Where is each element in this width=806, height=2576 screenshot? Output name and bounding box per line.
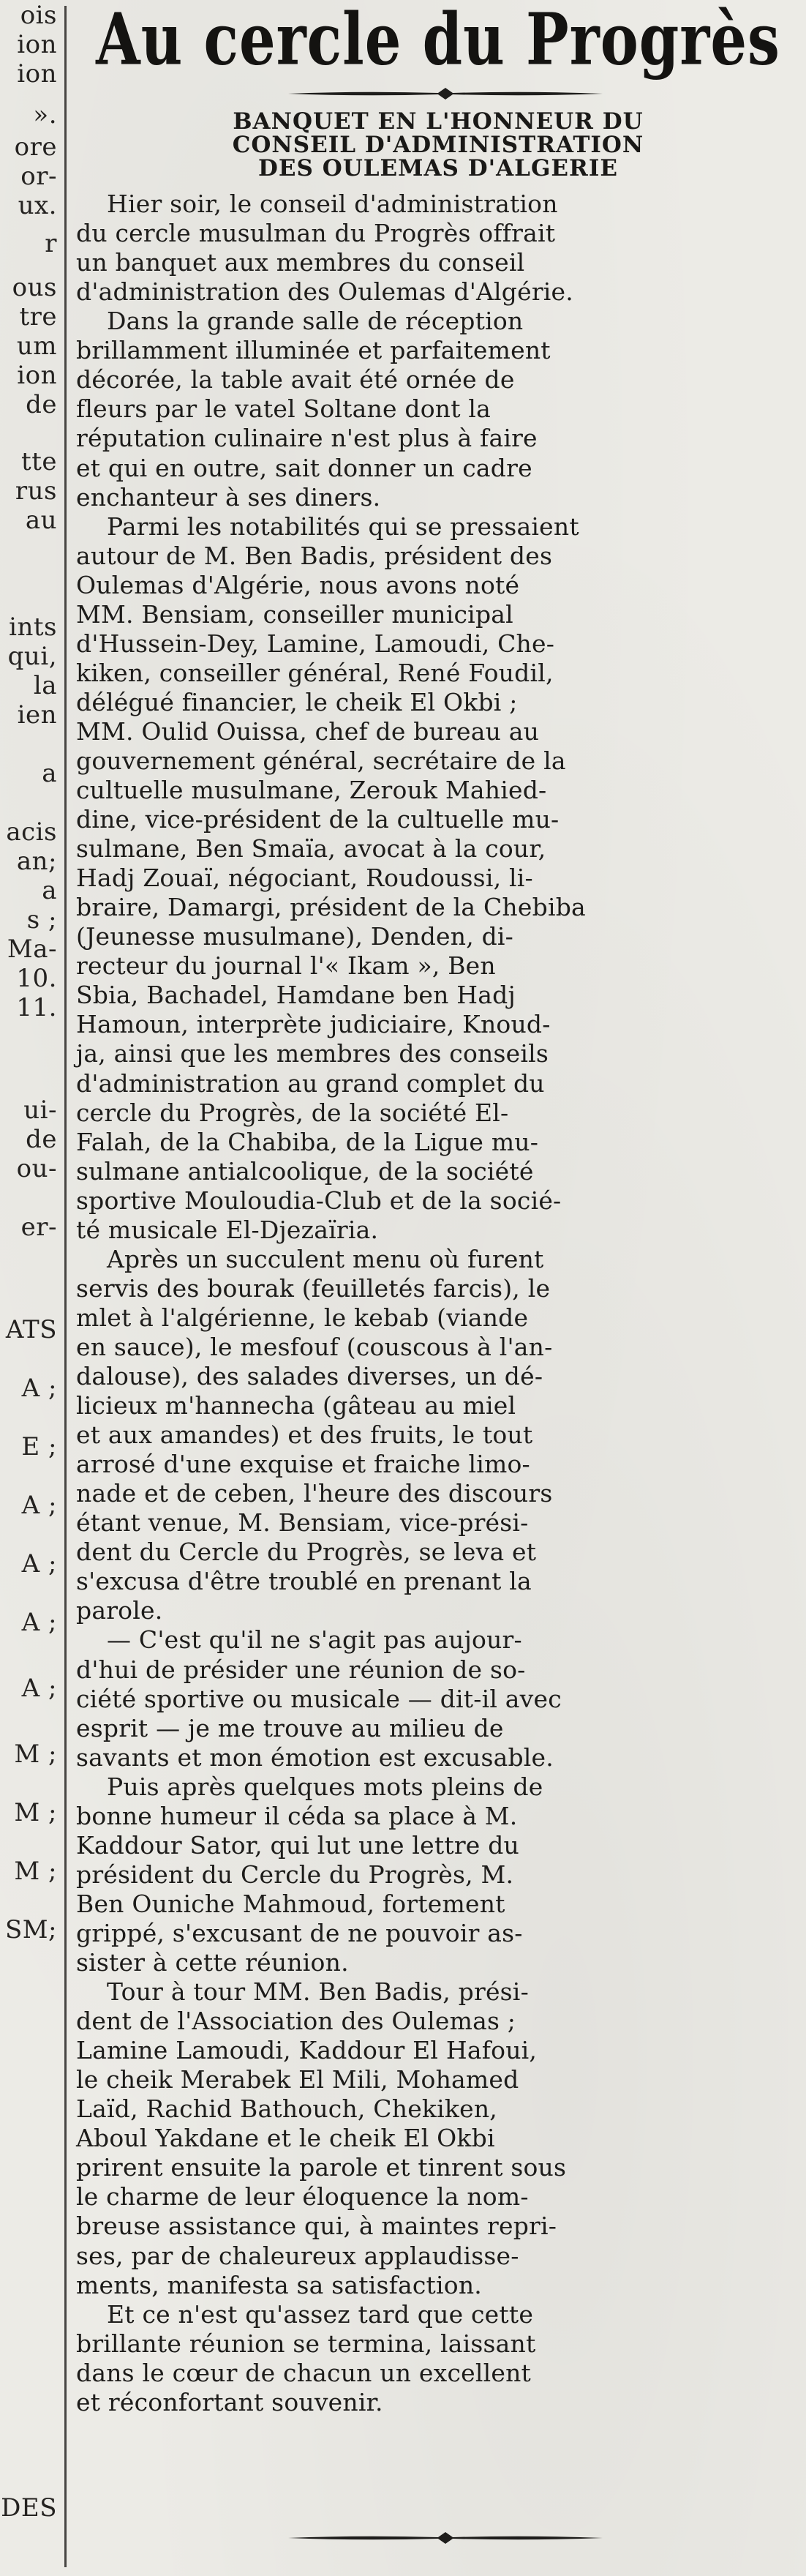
article-body-line: bonne humeur il céda sa place à M. [76,1801,518,1830]
article-body-line: sulmane, Ben Smaïa, avocat à la cour, [76,834,546,864]
article-body-line: le charme de leur éloquence la nom- [76,2182,529,2212]
adjacent-column-fragment: DES [1,2493,57,2523]
article-body-line: servis des bourak (feuilletés farcis), le [76,1273,551,1303]
adjacent-column-fragment: ous [12,273,57,302]
article-body-line: Sbia, Bachadel, Hamdane ben Hadj [76,981,516,1010]
ornament-divider-bottom-icon [288,2531,603,2545]
article-body-line: décorée, la table avait été ornée de [76,365,515,394]
adjacent-column-fragment: au [25,506,57,535]
adjacent-column-fragment: a [42,876,57,905]
adjacent-column-fragment: M ; [14,1798,57,1827]
adjacent-column-fragment: tre [19,302,57,332]
article-body-line: ses, par de chaleureux applaudisse- [76,2241,519,2270]
article-body-line: ciété sportive ou musicale — dit-il avec [76,1684,562,1713]
article-body-line: Aboul Yakdane et le cheik El Okbi [76,2124,495,2153]
adjacent-column-fragment: E ; [21,1432,57,1461]
article-body-line: ments, manifesta sa satisfaction. [76,2270,482,2299]
adjacent-column-fragment: ou- [16,1154,57,1183]
article-body-line: savants et mon émotion est excusable. [76,1742,554,1772]
adjacent-column-fragment: a [42,759,57,788]
article-body-line: Puis après quelques mots pleins de [107,1772,543,1801]
article-body-line: président du Cercle du Progrès, M. [76,1860,514,1889]
article-body-line: dent du Cercle du Progrès, se leva et [76,1538,537,1567]
article-body-line: étant venue, M. Bensiam, vice-prési- [76,1508,529,1538]
article-body-line: arrosé d'une exquise et fraiche limo- [76,1450,530,1479]
article-body-line: gouvernement général, secrétaire de la [76,746,566,775]
adjacent-column-fragment: ints [9,613,57,642]
adjacent-column-fragment: A ; [21,1491,57,1520]
article-body-line: Kaddour Sator, qui lut une lettre du [76,1830,519,1860]
article-body-line: sportive Mouloudia-Club et de la socié- [76,1186,562,1215]
adjacent-column-fragment: 10. [16,964,57,993]
adjacent-column-fragment: ATS [5,1315,57,1344]
adjacent-column-fragment: A ; [21,1374,57,1403]
column-divider [64,6,67,2567]
article-body-line: mlet à l'algérienne, le kebab (viande [76,1303,529,1332]
article-body-line: recteur du journal l'« Ikam », Ben [76,951,496,981]
adjacent-column-fragment: an; [16,847,57,876]
adjacent-column-fragment: ore [14,132,57,162]
article-body-line: dine, vice-président de la cultuelle mu- [76,805,560,834]
article-body-line: Et ce n'est qu'assez tard que cette [107,2299,534,2329]
article-body-line: d'hui de présider une réunion de so- [76,1655,526,1684]
adjacent-column-fragment: s ; [26,905,57,935]
article-body-line: Dans la grande salle de réception [107,307,524,336]
adjacent-column-fragment: or- [20,162,57,191]
article-body-line: enchanteur à ses diners. [76,482,381,512]
subheadline-line-3: DES OULEMAS D'ALGERIE [258,155,618,181]
subheadline-line-2: CONSEIL D'ADMINISTRATION [232,132,644,158]
article-body-line: du cercle musulman du Progrès offrait [76,219,556,248]
article-body-line: réputation culinaire n'est plus à faire [76,424,538,453]
adjacent-column-fragment: ois [20,1,57,30]
adjacent-column-fragment: acis [6,817,57,847]
adjacent-column-fragment: qui, [7,642,57,671]
adjacent-column-fragment: de [26,1125,57,1154]
adjacent-column-fragment: ». [33,100,57,130]
article-body-line: cultuelle musulmane, Zerouk Mahied- [76,776,547,804]
article-body-line: dans le cœur de chacun un excellent [76,2358,532,2387]
article-body-line: Oulemas d'Algérie, nous avons noté [76,570,520,599]
article-body-line: cercle du Progrès, de la société El- [76,1098,509,1127]
ornament-divider-top [288,86,603,101]
adjacent-column-fragment: ion [17,30,57,59]
article-body-line: sulmane antialcoolique, de la société [76,1156,534,1186]
article-body-line: prirent ensuite la parole et tinrent sous [76,2153,567,2182]
adjacent-column-fragment: A ; [21,1608,57,1637]
article-body-line: dalouse), des salades diverses, un dé- [76,1362,543,1390]
article-body-line: MM. Oulid Ouissa, chef de bureau au [76,716,540,746]
adjacent-column-fragment: Ma- [7,935,57,964]
article-body-line: en sauce), le mesfouf (couscous à l'an- [76,1332,553,1361]
article-body-line: brillamment illuminée et parfaitement [76,336,551,365]
article-body-line: nade et de ceben, l'heure des discours [76,1479,553,1508]
article-body-line: Ben Ouniche Mahmoud, fortement [76,1889,505,1918]
article-body-line: MM. Bensiam, conseiller municipal [76,599,513,629]
article-body-line: d'administration des Oulemas d'Algérie. [76,277,573,307]
ornament-divider-top-icon [288,86,603,101]
article-body-line: grippé, s'excusant de ne pouvoir as- [76,1918,523,1947]
headline: Au cercle du Progrès [96,0,780,81]
article-body-line: Laïd, Rachid Bathouch, Chekiken, [76,2094,497,2124]
article-body-line: — C'est qu'il ne s'agit pas aujour- [107,1625,522,1655]
article-body-line: d'administration au grand complet du [76,1068,545,1098]
article-body-line: et aux amandes) et des fruits, le tout [76,1420,533,1450]
article-body-line: Hamoun, interprète judiciaire, Knoud- [76,1010,551,1039]
article-body-line: le cheik Merabek El Mili, Mohamed [76,2065,519,2094]
article-body-line: sister à cette réunion. [76,1948,349,1977]
adjacent-column-fragment: ien [17,700,57,730]
article-body-line: et qui en outre, sait donner un cadre [76,453,532,482]
article-body-line: Hadj Zouaï, négociant, Roudoussi, li- [76,864,533,893]
adjacent-column-fragment: M ; [14,1857,57,1886]
article-body-line: autour de M. Ben Badis, président des [76,541,553,570]
adjacent-column-fragment: um [16,332,57,361]
subheadline-line-1: BANQUET EN L'HONNEUR DU [233,108,644,135]
article-body-line: d'Hussein-Dey, Lamine, Lamoudi, Che- [76,629,555,658]
article-body-line: braire, Damargi, président de la Chebiba [76,893,586,922]
article-body-line: parole. [76,1596,163,1625]
adjacent-column-fragment: SM; [4,1915,57,1944]
article-body-line: té musicale El-Djezaïria. [76,1215,379,1244]
adjacent-column-fragments [0,0,61,2576]
adjacent-column-fragment: A ; [21,1549,57,1579]
article-column [76,0,800,2576]
article-body-line: Parmi les notabilités qui se pressaient [107,512,579,541]
adjacent-column-fragment: 11. [16,993,57,1022]
adjacent-column-fragment: tte [21,447,57,476]
article-body-line: (Jeunesse musulmane), Denden, di- [76,922,514,951]
ornament-divider-bottom [288,2531,603,2545]
article-body-line: Après un succulent menu où furent [107,1244,544,1273]
article-body-line: esprit — je me trouve au milieu de [76,1713,504,1742]
adjacent-column-fragment: la [33,671,57,700]
article-body-line: breuse assistance qui, à maintes repri- [76,2212,557,2241]
article-body-line: dent de l'Association des Oulemas ; [76,2007,516,2036]
adjacent-column-fragment: de [26,390,57,419]
article-body-line: fleurs par le vatel Soltane dont la [76,394,491,424]
article-body-line: Hier soir, le conseil d'administration [107,190,558,218]
article-body-line: s'excusa d'être troublé en prenant la [76,1567,532,1596]
article-body-line: Lamine Lamoudi, Kaddour El Hafoui, [76,2036,538,2065]
adjacent-column-fragment: r [45,229,57,258]
adjacent-column-fragment: rus [15,476,57,506]
article-body-line: kiken, conseiller général, René Foudil, [76,658,554,687]
adjacent-column-fragment: er- [20,1213,57,1242]
adjacent-column-fragment: ui- [23,1096,57,1125]
adjacent-column-fragment: ion [17,361,57,390]
adjacent-column-fragment: M ; [14,1740,57,1769]
article-body-line: licieux m'hannecha (gâteau au miel [76,1391,516,1420]
article-body-line: un banquet aux membres du conseil [76,248,525,277]
article-body-line: délégué financier, le cheik El Okbi ; [76,687,518,716]
adjacent-column-fragment: ux. [18,191,57,220]
adjacent-column-fragment: A ; [21,1674,57,1703]
article-body-line: Falah, de la Chabiba, de la Ligue mu- [76,1127,539,1156]
adjacent-column-fragment: ion [17,59,57,89]
article-body-line: ja, ainsi que les membres des conseils [76,1039,549,1068]
article-body-line: et réconfortant souvenir. [76,2387,383,2416]
article-body-line: brillante réunion se termina, laissant [76,2329,536,2358]
article-body-line: Tour à tour MM. Ben Badis, prési- [107,1977,529,2006]
